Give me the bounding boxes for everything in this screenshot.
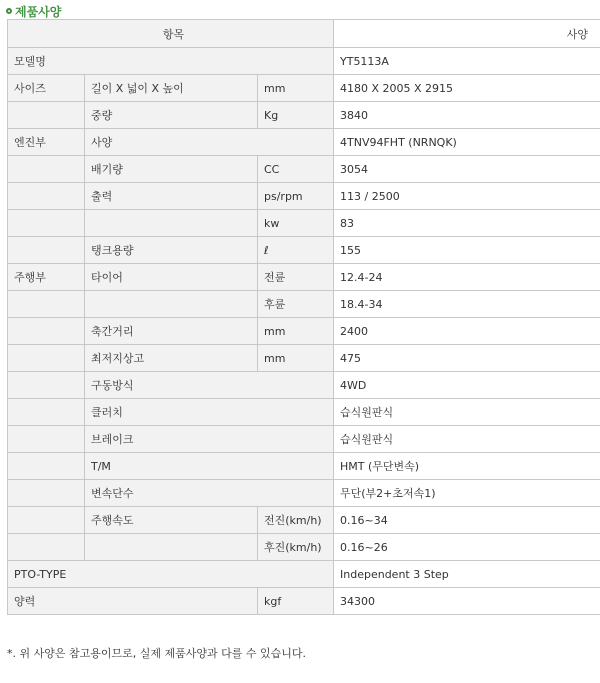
gear-steps-label: 변속단수 [85,480,334,507]
displacement-value: 3054 [334,156,600,183]
table-row [8,48,600,75]
tire-front-value: 12.4-24 [334,264,600,291]
empty-cell [8,237,85,264]
displacement-unit: CC [258,156,334,183]
gear-steps-value: 무단(부2+초저속1) [334,480,600,507]
transmission-label: T/M [85,453,334,480]
footnote: *. 위 사양은 참고용이므로, 실제 제품사양과 다를 수 있습니다. [7,647,306,660]
empty-cell [8,507,85,534]
empty-cell [8,426,85,453]
table-row [8,507,600,534]
table-row [8,75,600,102]
drive-group-label: 주행부 [8,264,85,291]
wheelbase-value: 2400 [334,318,600,345]
size-dims-label: 길이 X 넓이 X 높이 [85,75,258,102]
spec-table [7,19,600,615]
drive-type-label: 구동방식 [85,372,334,399]
table-row [8,372,600,399]
speed-reverse-value: 0.16~26 [334,534,600,561]
table-row [8,210,600,237]
tire-rear-unit: 후륜 [258,291,334,318]
section-title [6,3,61,19]
model-value: YT5113A [334,48,600,75]
engine-spec-value: 4TNV94FHT (NRNQK) [334,129,600,156]
empty-cell [8,318,85,345]
tire-label: 타이어 [85,264,258,291]
empty-cell [8,291,85,318]
transmission-value: HMT (무단변속) [334,453,600,480]
empty-cell [8,372,85,399]
tire-rear-value: 18.4-34 [334,291,600,318]
engine-group-label: 엔진부 [8,129,85,156]
empty-cell [8,102,85,129]
speed-forward-value: 0.16~34 [334,507,600,534]
table-row [8,399,600,426]
wheelbase-label: 축간거리 [85,318,258,345]
drive-type-value: 4WD [334,372,600,399]
output-kw-value: 83 [334,210,600,237]
tire-front-unit: 전륜 [258,264,334,291]
fuel-tank-unit: ℓ [258,237,334,264]
weight-value: 3840 [334,102,600,129]
engine-spec-label: 사양 [85,129,334,156]
model-label: 모델명 [8,48,334,75]
weight-label: 중량 [85,102,258,129]
lift-force-label: 양력 [8,588,258,615]
table-row [8,129,600,156]
header-spec: 사양 [334,20,600,48]
empty-cell [8,183,85,210]
empty-cell [8,534,85,561]
brake-value: 습식원판식 [334,426,600,453]
lift-force-value: 34300 [334,588,600,615]
table-row [8,345,600,372]
table-row [8,588,600,615]
empty-cell [8,480,85,507]
empty-cell [8,453,85,480]
output-rpm-value: 113 / 2500 [334,183,600,210]
output-label: 출력 [85,183,258,210]
section-title-text: 제품사양 [15,4,62,19]
ground-clearance-unit: mm [258,345,334,372]
output-kw-unit: kw [258,210,334,237]
empty-cell [85,291,258,318]
lift-force-unit: kgf [258,588,334,615]
table-row [8,561,600,588]
table-row [8,453,600,480]
table-header-row [8,20,600,48]
table-row [8,183,600,210]
header-item: 항목 [8,20,334,48]
output-rpm-unit: ps/rpm [258,183,334,210]
empty-cell [85,534,258,561]
speed-label: 주행속도 [85,507,258,534]
size-dims-value: 4180 X 2005 X 2915 [334,75,600,102]
fuel-tank-value: 155 [334,237,600,264]
table-row [8,264,600,291]
circle-bullet-icon [6,8,12,14]
weight-unit: Kg [258,102,334,129]
clutch-label: 클러치 [85,399,334,426]
table-row [8,480,600,507]
ground-clearance-value: 475 [334,345,600,372]
table-row [8,102,600,129]
empty-cell [8,399,85,426]
table-row [8,291,600,318]
pto-type-value: Independent 3 Step [334,561,600,588]
fuel-tank-label: 탱크용량 [85,237,258,264]
empty-cell [85,210,258,237]
clutch-value: 습식원판식 [334,399,600,426]
wheelbase-unit: mm [258,318,334,345]
table-row [8,426,600,453]
empty-cell [8,156,85,183]
empty-cell [8,210,85,237]
speed-reverse-unit: 후진(km/h) [258,534,334,561]
ground-clearance-label: 최저지상고 [85,345,258,372]
table-row [8,237,600,264]
empty-cell [8,345,85,372]
size-dims-unit: mm [258,75,334,102]
speed-forward-unit: 전진(km/h) [258,507,334,534]
table-row [8,156,600,183]
table-row [8,534,600,561]
size-group-label: 사이즈 [8,75,85,102]
table-row [8,318,600,345]
pto-type-label: PTO-TYPE [8,561,334,588]
brake-label: 브레이크 [85,426,334,453]
displacement-label: 배기량 [85,156,258,183]
